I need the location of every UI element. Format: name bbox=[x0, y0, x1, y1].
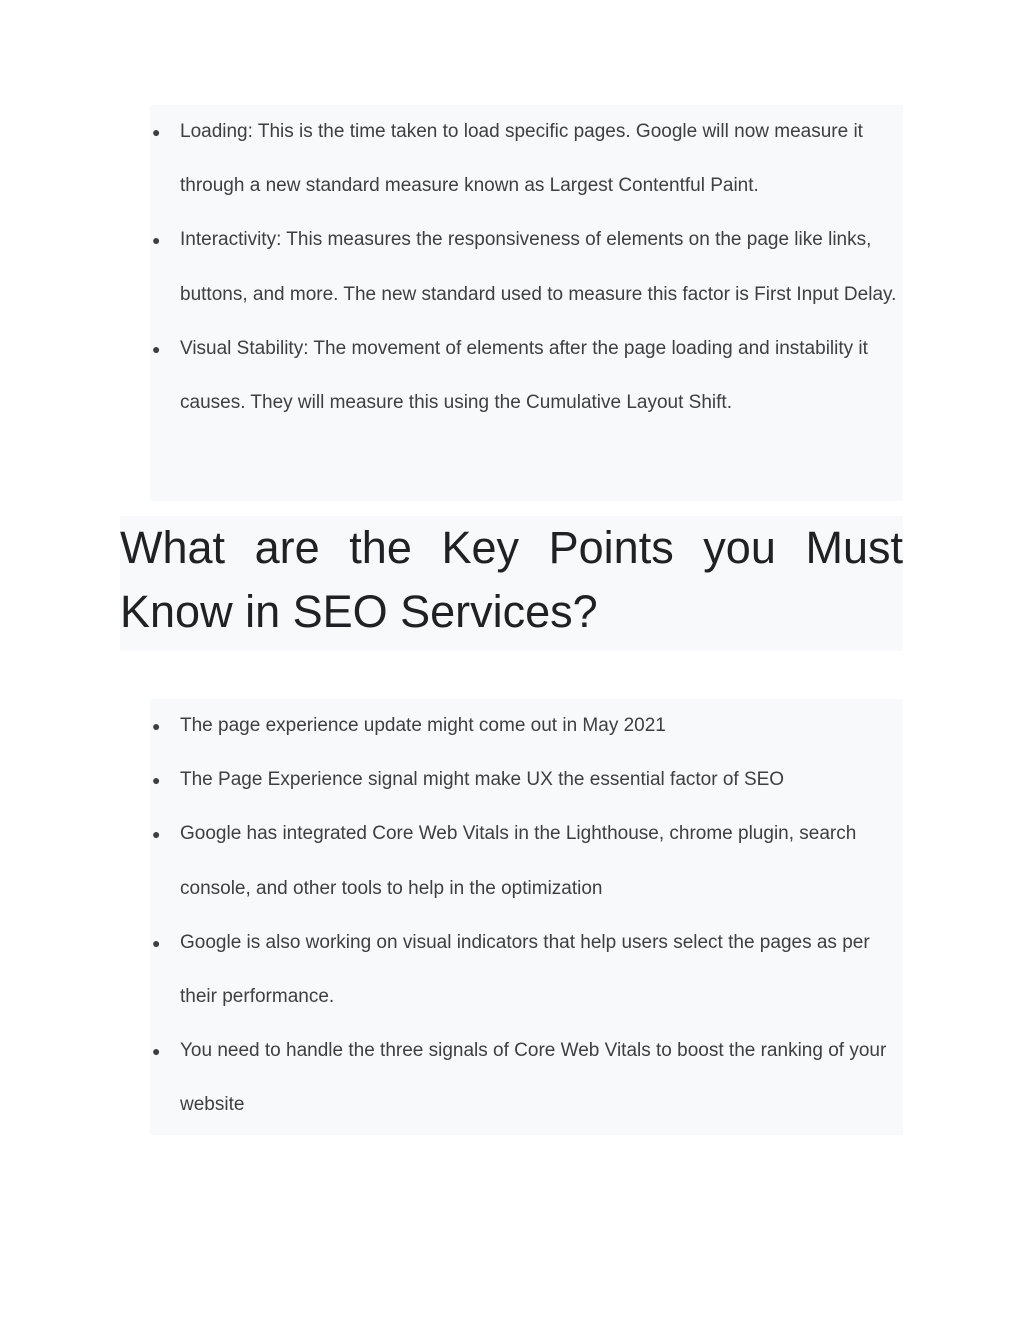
list-item-text: The Page Experience signal might make UX the essential factor of SEO bbox=[180, 769, 785, 791]
key-points-list bbox=[150, 699, 903, 1135]
bullet-icon: ● bbox=[152, 718, 161, 734]
section-heading-block bbox=[120, 516, 903, 651]
core-web-vitals-list bbox=[150, 105, 903, 501]
list-item-text: Google has integrated Core Web Vitals in the Lighthouse, chrome plugin, search console, and other tools to help in the optimization bbox=[180, 823, 857, 899]
list-item-visual-stability bbox=[150, 322, 903, 430]
list-item-text: Loading: This is the time taken to load specific pages. Google will now measure it through a new standard measure known as Largest Contentful Paint. bbox=[180, 121, 863, 197]
list-item bbox=[150, 753, 903, 807]
bullet-icon: ● bbox=[152, 772, 161, 789]
bullet-icon: ● bbox=[152, 232, 161, 249]
bullet-icon: ● bbox=[152, 340, 161, 357]
list-item-text: The page experience update might come out in May 2021 bbox=[180, 715, 666, 736]
bullet-icon: ● bbox=[152, 934, 161, 951]
list-item bbox=[150, 1024, 903, 1132]
list-item-text: Visual Stability: The movement of elements after the page loading and instability it causes. They will measure this using the Cumulative Layout Shift. bbox=[180, 337, 868, 414]
list-item-interactivity bbox=[150, 213, 903, 321]
list-item-text: Interactivity: This measures the responsiveness of elements on the page like links, buttons, and more. The new standard used to measure this factor is First Input Delay. bbox=[180, 229, 897, 305]
section-heading: What are the Key Points you Must Know in SEO Services? bbox=[120, 522, 903, 637]
list-item bbox=[150, 807, 903, 915]
list-item-text: Google is also working on visual indicators that help users select the pages as per their performance. bbox=[180, 931, 870, 1008]
bullet-icon: ● bbox=[152, 826, 161, 843]
list-item bbox=[150, 699, 903, 753]
list-item-loading bbox=[150, 105, 903, 213]
list-item-text: You need to handle the three signals of Core Web Vitals to boost the ranking of your website bbox=[180, 1040, 887, 1116]
bullet-icon: ● bbox=[152, 1043, 161, 1060]
list-item bbox=[150, 916, 903, 1024]
bullet-icon: ● bbox=[152, 124, 161, 140]
